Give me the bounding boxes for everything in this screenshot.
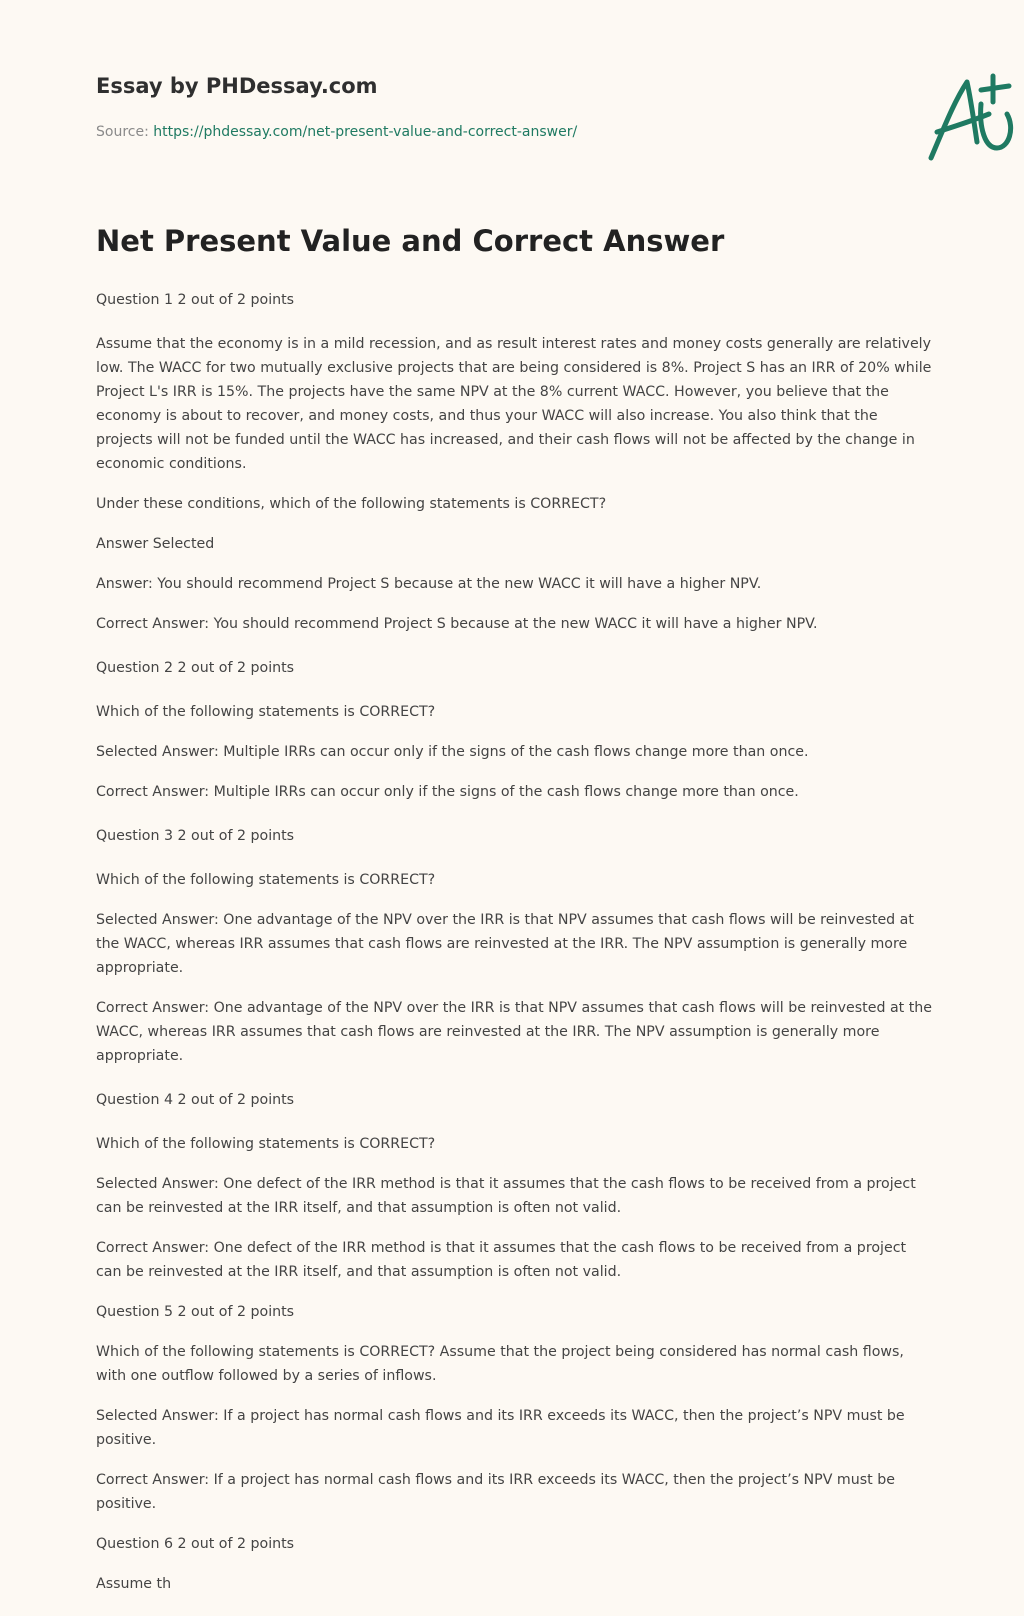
question-prompt: Which of the following statements is CORRECT? Assume that the project being considered has normal cash flows, with one outflow followed by a series of inflows. — [96, 1344, 904, 1384]
selected-answer: Selected Answer: One defect of the IRR method is that it assumes that the cash flows to be received from a project can be reinvested at the IRR itself, and that assumption is often not valid. — [96, 1176, 916, 1216]
answer-label: Answer Selected — [96, 536, 215, 552]
question-heading: Question 5 2 out of 2 points — [96, 1304, 295, 1320]
question-heading: Question 3 2 out of 2 points — [96, 828, 295, 844]
question-prompt: Which of the following statements is CORRECT? — [96, 704, 436, 720]
source-label: Source: — [96, 124, 149, 140]
correct-answer: Correct Answer: If a project has normal cash flows and its IRR exceeds its WACC, then the project’s NPV must be positive. — [96, 1472, 895, 1512]
question-prompt: Which of the following statements is CORRECT? — [96, 872, 436, 888]
selected-answer: Answer: You should recommend Project S because at the new WACC it will have a higher NPV. — [96, 576, 762, 592]
question-prompt: Which of the following statements is CORRECT? — [96, 1136, 436, 1152]
source-link[interactable]: https://phdessay.com/net-present-value-and-correct-answer/ — [153, 124, 578, 140]
site-title: Essay by PHDessay.com — [96, 74, 378, 98]
correct-answer: Correct Answer: One advantage of the NPV over the IRR is that NPV assumes that cash flows will be reinvested at the WACC, whereas IRR assumes that cash flows are reinvested at the IRR. The NPV assumption is generally more appropriate. — [96, 1000, 933, 1064]
selected-answer: Selected Answer: One advantage of the NPV over the IRR is that NPV assumes that cash flows will be reinvested at the WACC, whereas IRR assumes that cash flows are reinvested at the IRR. The NPV assumption is generally more appropriate. — [96, 912, 914, 976]
selected-answer: Selected Answer: Multiple IRRs can occur only if the signs of the cash flows change more than once. — [96, 744, 809, 760]
question-prompt: Under these conditions, which of the following statements is CORRECT? — [96, 496, 607, 512]
correct-answer: Correct Answer: One defect of the IRR method is that it assumes that the cash flows to be received from a project can be reinvested at the IRR itself, and that assumption is often not valid. — [96, 1240, 907, 1280]
question-heading: Question 1 2 out of 2 points — [96, 292, 295, 308]
source-line — [96, 124, 577, 140]
question-text: Assume th — [96, 1576, 172, 1592]
question-heading: Question 4 2 out of 2 points — [96, 1092, 295, 1108]
question-heading: Question 2 2 out of 2 points — [96, 660, 295, 676]
correct-answer: Correct Answer: You should recommend Project S because at the new WACC it will have a higher NPV. — [96, 616, 818, 632]
selected-answer: Selected Answer: If a project has normal cash flows and its IRR exceeds its WACC, then the project’s NPV must be positive. — [96, 1408, 905, 1448]
question-heading: Question 6 2 out of 2 points — [96, 1536, 295, 1552]
question-text: Assume that the economy is in a mild recession, and as result interest rates and money costs generally are relatively low. The WACC for two mutually exclusive projects that are being considered is 8%. Project S has an IRR of 20% while Project L's IRR is 15%. The projects have the same NPV at the 8% current WACC. However, you believe that the economy is about to recover, and money costs, and thus your WACC will also increase. You also think that the projects will not be funded until the WACC has increased, and their cash flows will not be affected by the change in economic conditions. — [96, 336, 932, 472]
document-title: Net Present Value and Correct Answer — [96, 224, 725, 258]
correct-answer: Correct Answer: Multiple IRRs can occur only if the signs of the cash flows change more than once. — [96, 784, 799, 800]
a-plus-logo-icon — [921, 70, 1017, 166]
article-body — [96, 288, 932, 1612]
